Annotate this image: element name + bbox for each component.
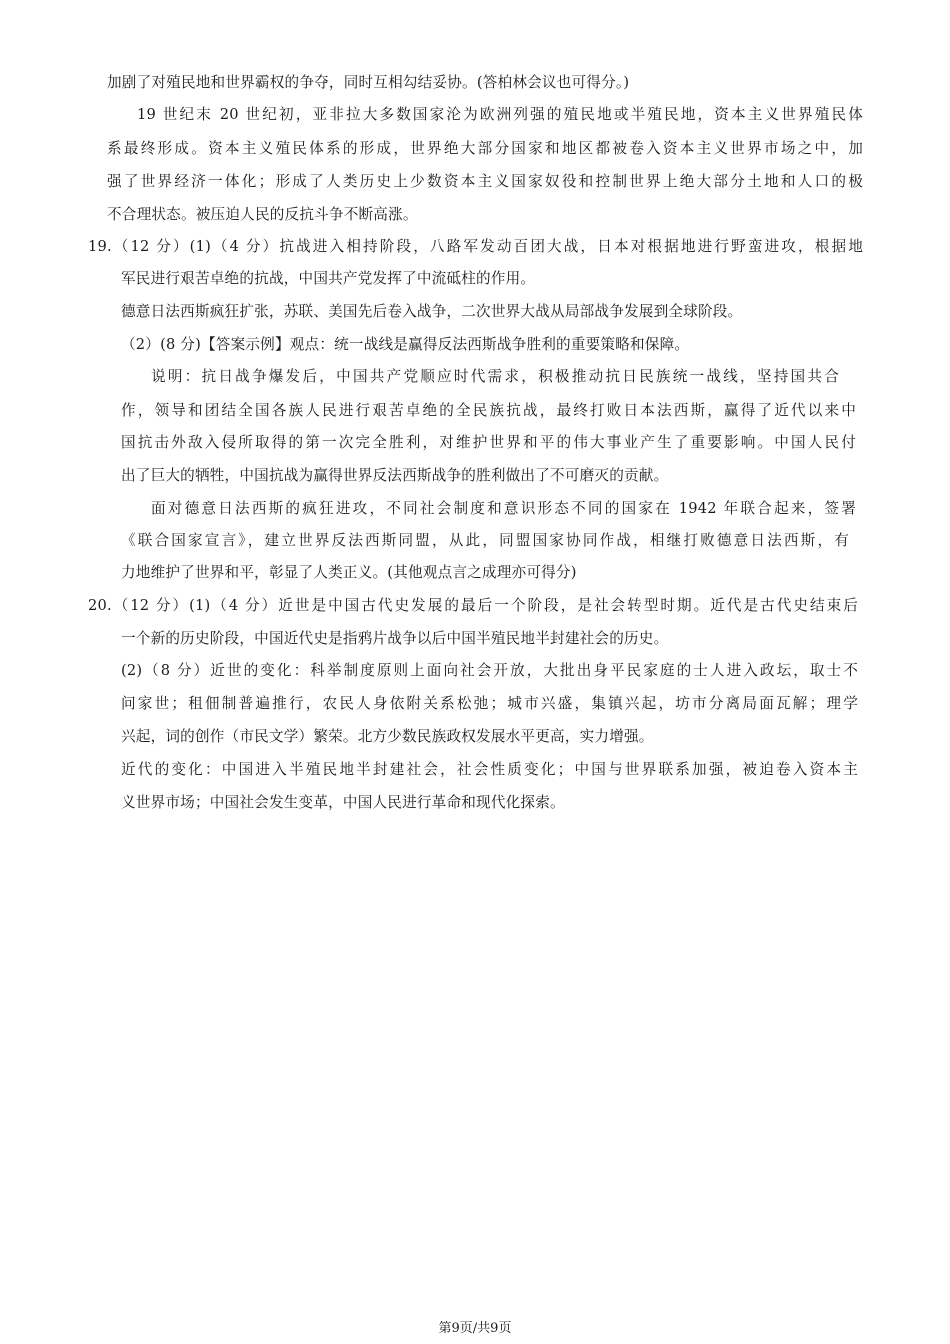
text-line: 近代的变化：中国进入半殖民地半封建社会，社会性质变化；中国与世界联系加强，被迫卷入资本主 bbox=[121, 761, 858, 778]
text-line: 国抗击外敌入侵所取得的第一次完全胜利，对维护世界和平的伟大事业产生了重要影响。中国人民付 bbox=[121, 434, 856, 451]
text-line: 19 世纪末 20 世纪初，亚非拉大多数国家沦为欧洲列强的殖民地或半殖民地，资本主义世界殖民体 bbox=[137, 106, 863, 123]
text-line: 出了巨大的牺牲，中国抗战为赢得世界反法西斯战争的胜利做出了不可磨灭的贡献。 bbox=[121, 467, 669, 484]
text-line: 强了世界经济一体化；形成了人类历史上少数资本主义国家奴役和控制世界上绝大部分土地和人口的极 bbox=[107, 173, 863, 190]
text-line: 不合理状态。被压迫人民的反抗斗争不断高涨。 bbox=[107, 206, 418, 223]
text-line: 一个新的历史阶段，中国近代史是指鸦片战争以后中国半殖民地半封建社会的历史。 bbox=[121, 630, 669, 647]
text-line: 作，领导和团结全国各族人民进行艰苦卓绝的全民族抗战，最终打败日本法西斯，赢得了近代以来中 bbox=[121, 402, 856, 419]
text-line: （2）(8 分)【答案示例】观点：统一战线是赢得反法西斯战争胜利的重要策略和保障。 bbox=[121, 336, 690, 353]
text-line: 德意日法西斯疯狂扩张，苏联、美国先后卷入战争，二次世界大战从局部战争发展到全球阶段。 bbox=[121, 303, 743, 320]
text-line: 面对德意日法西斯的疯狂进攻，不同社会制度和意识形态不同的国家在 1942 年联合起来，签署 bbox=[151, 500, 856, 517]
question-19-line: 19.（12 分）(1)（4 分）抗战进入相持阶段，八路军发动百团大战，日本对根据地进行野蛮进攻，根据地 bbox=[88, 238, 863, 255]
text-line: 力地维护了世界和平，彰显了人类正义。(其他观点言之成理亦可得分) bbox=[121, 564, 577, 581]
text-line: (2)（8 分）近世的变化：科举制度原则上面向社会开放，大批出身平民家庭的士人进入政坛，取士不 bbox=[121, 662, 858, 679]
text-line: 系最终形成。资本主义殖民体系的形成，世界绝大部分国家和地区都被卷入资本主义世界市场之中，加 bbox=[107, 140, 863, 157]
text-line: 兴起，词的创作（市民文学）繁荣。北方少数民族政权发展水平更高，实力增强。 bbox=[121, 728, 654, 745]
text-line: 义世界市场；中国社会发生变革，中国人民进行革命和现代化探索。 bbox=[121, 794, 565, 811]
text-line: 军民进行艰苦卓绝的抗战，中国共产党发挥了中流砥柱的作用。 bbox=[121, 270, 536, 287]
page-number: 第9页/共9页 bbox=[438, 1321, 512, 1336]
text-line: 说明：抗日战争爆发后，中国共产党顺应时代需求，积极推动抗日民族统一战线，坚持国共合 bbox=[151, 368, 839, 385]
text-line: 加剧了对殖民地和世界霸权的争夺，同时互相勾结妥协。(答柏林会议也可得分。) bbox=[107, 74, 630, 91]
text-line: 问家世；租佃制普遍推行，农民人身依附关系松弛；城市兴盛，集镇兴起，坊市分离局面瓦解；理学 bbox=[121, 695, 858, 712]
question-20-line: 20.（12 分）(1)（4 分）近世是中国古代史发展的最后一个阶段，是社会转型时期。近代是古代史结束后 bbox=[88, 597, 858, 614]
text-line: 《联合国家宣言》，建立世界反法西斯同盟，从此，同盟国家协同作战，相继打败德意日法西斯，有 bbox=[121, 532, 849, 549]
